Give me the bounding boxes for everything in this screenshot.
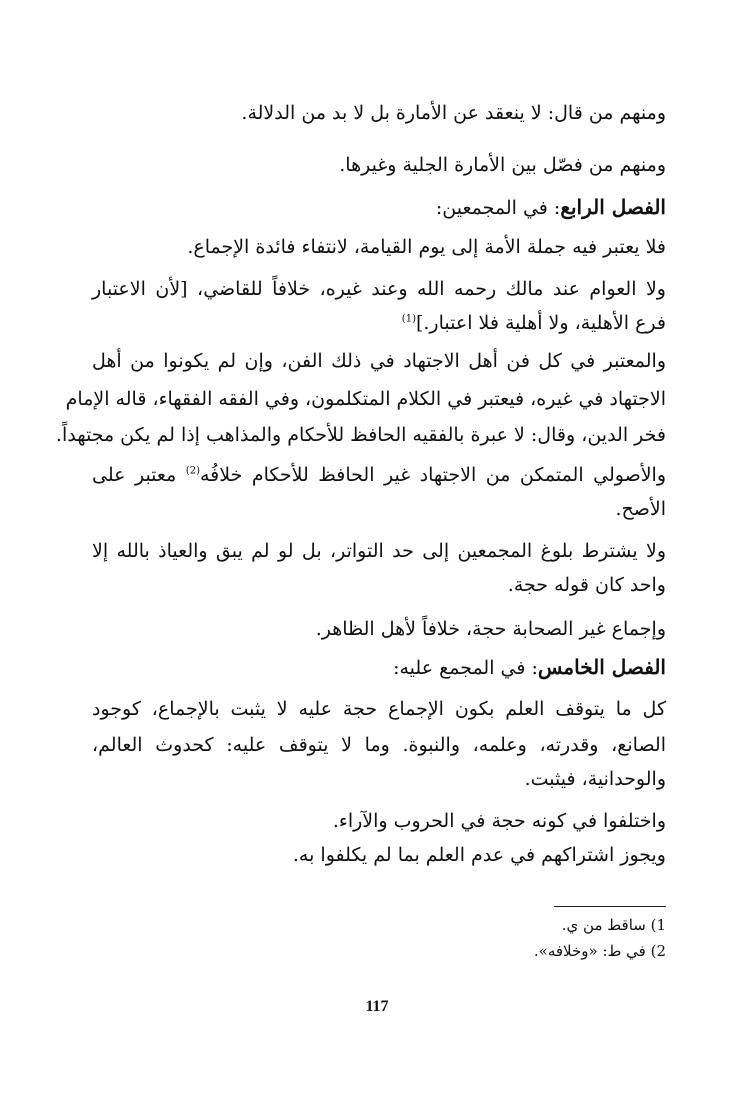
- text-line: ولا العوام عند مالك رحمه الله وعند غيره، خلافاً للقاضي، [لأن الاعتبار: [92, 278, 666, 300]
- text-line: فلا يعتبر فيه جملة الأمة إلى يوم القيامة، لانتفاء فائدة الإجماع.: [187, 236, 666, 258]
- footnote: 1) ساقط من ي.: [561, 916, 666, 934]
- text-line: وإجماع غير الصحابة حجة، خلافاً لأهل الظاهر.: [315, 618, 666, 640]
- text-line: واختلفوا في كونه حجة في الحروب والآراء.: [332, 810, 666, 832]
- text-line: الأصح.: [615, 498, 666, 520]
- text-line: ومنهم من قال: لا ينعقد عن الأمارة بل لا بد من الدلالة.: [241, 102, 666, 124]
- text-line: ولا يشترط بلوغ المجمعين إلى حد التواتر، بل لو لم يبق والعياذ بالله إلا: [92, 540, 666, 562]
- text-segment: فرع الأهلية، ولا أهلية فلا اعتبار.]: [415, 312, 666, 334]
- section-heading-rest: : في المجمعين:: [435, 197, 561, 219]
- footnote: 2) في ط: «وخلافه».: [533, 942, 666, 960]
- footnote-divider: [554, 906, 666, 907]
- page-number: 117: [365, 998, 389, 1015]
- text-line: الاجتهاد في غيره، فيعتبر في الكلام المتكلمون، وفي الفقه الفقهاء، قاله الإمام: [65, 388, 666, 410]
- footnote-marker: (1): [401, 313, 416, 325]
- text-line: ومنهم من فصّل بين الأمارة الجلية وغيرها.: [339, 154, 666, 176]
- section-heading: [436, 192, 666, 223]
- text-line: فخر الدين، وقال: لا عبرة بالفقيه الحافظ للأحكام والمذاهب إذا لم يكن مجتهداً.: [55, 424, 666, 446]
- text-line: واحد كان قوله حجة.: [507, 574, 666, 596]
- text-segment: معتبر على: [92, 464, 186, 486]
- text-line: الصانع، وقدرته، وعلمه، والنبوة. وما لا يتوقف عليه: كحدوث العالم،: [92, 734, 666, 756]
- section-heading: [393, 652, 666, 683]
- text-line: والوحدانية، فيثبت.: [524, 768, 666, 790]
- section-heading-title: الفصل الخامس: [537, 655, 666, 679]
- text-segment: والأصولي المتمكن من الاجتهاد غير الحافظ للأحكام خلافُه: [199, 464, 666, 486]
- text-line: كل ما يتوقف العلم بكون الإجماع حجة عليه لا يثبت بالإجماع، كوجود: [92, 698, 666, 720]
- section-heading-rest: : في المجمع عليه:: [393, 657, 538, 679]
- footnote-marker: (2): [185, 465, 200, 477]
- text-line: [92, 460, 666, 490]
- text-line: والمعتبر في كل فن أهل الاجتهاد في ذلك الفن، وإن لم يكونوا من أهل: [92, 350, 666, 372]
- section-heading-title: الفصل الرابع: [560, 195, 666, 219]
- text-line: ويجوز اشتراكهم في عدم العلم بما لم يكلفوا به.: [292, 844, 666, 866]
- text-line: [402, 308, 666, 338]
